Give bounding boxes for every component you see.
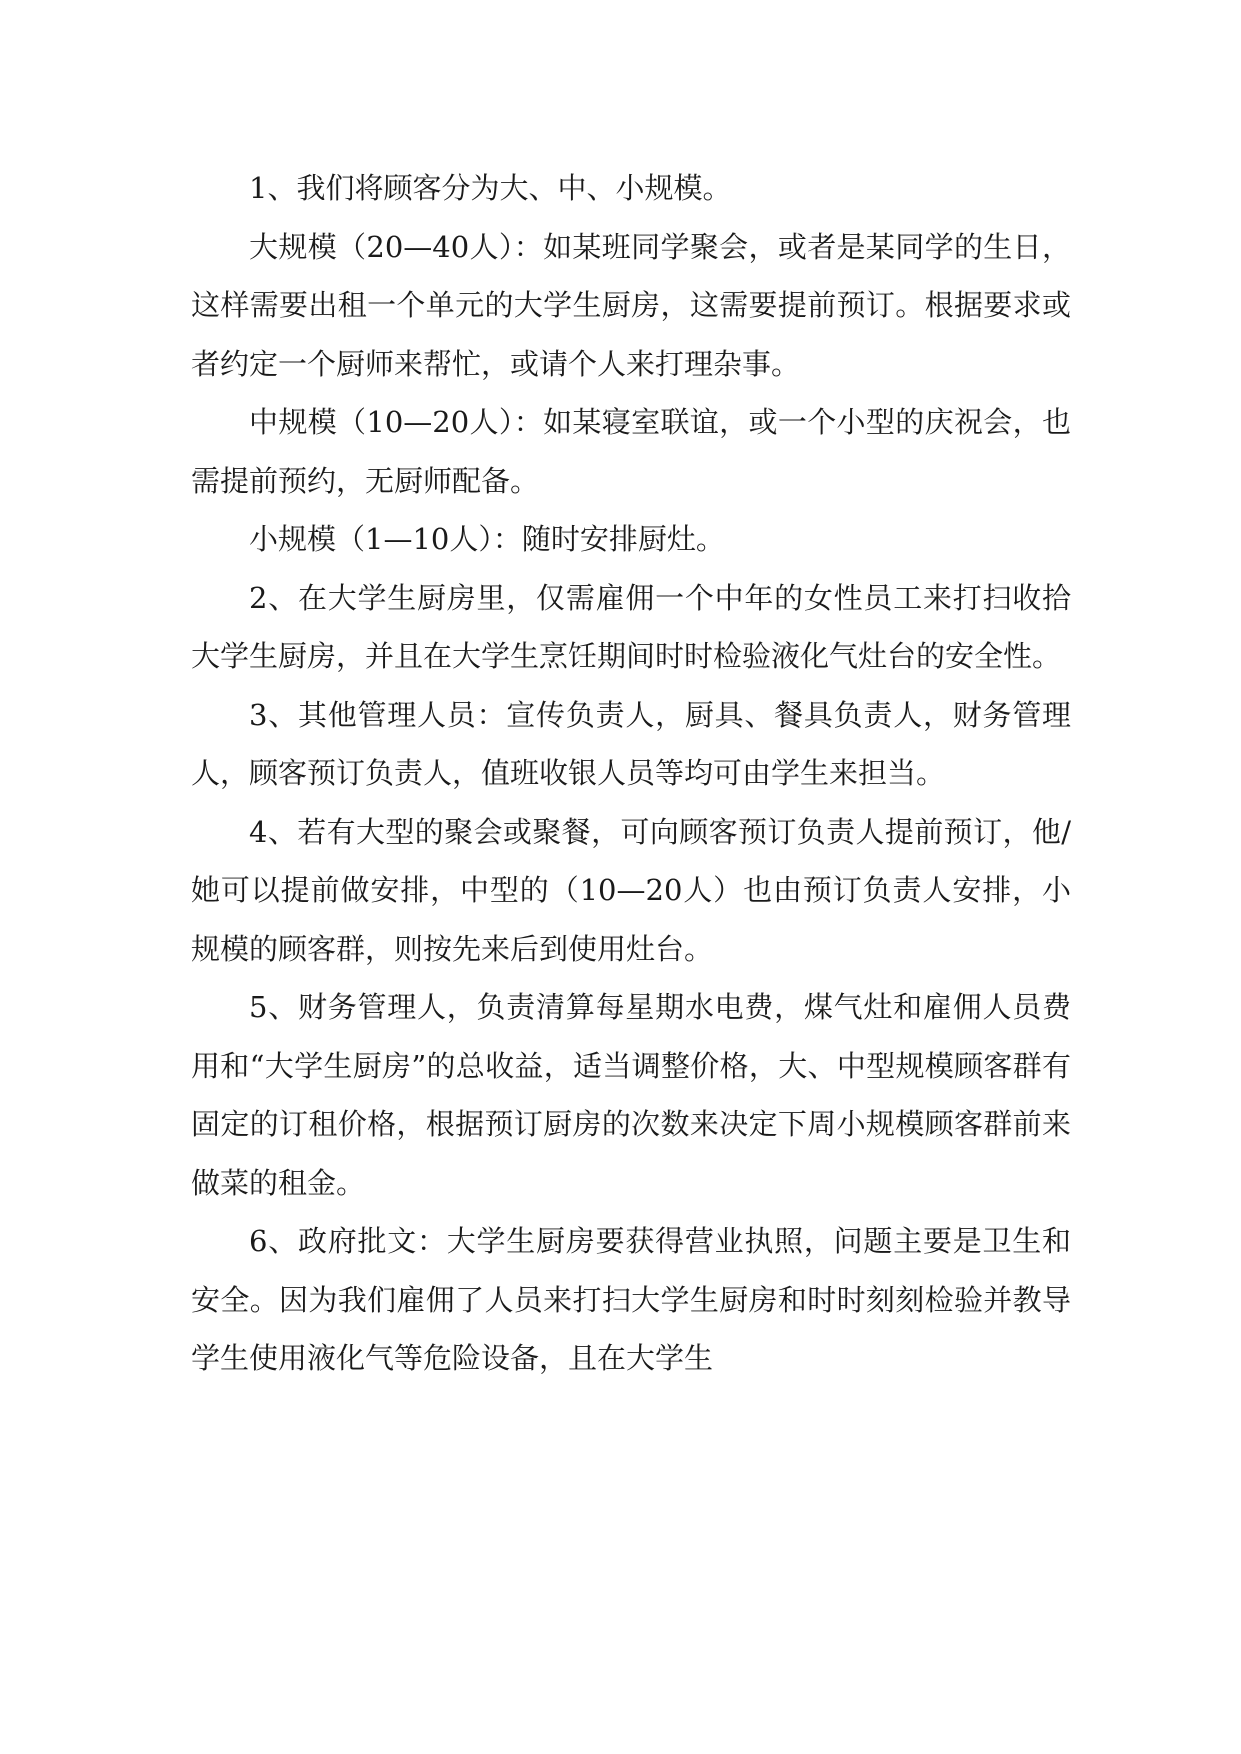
- paragraph-3: 中规模（10—20人）：如某寝室联谊，或一个小型的庆祝会，也需提前预约，无厨师配备。: [191, 405, 1071, 498]
- paragraph-1: 1、我们将顾客分为大、中、小规模。: [249, 171, 732, 205]
- paragraph-8: 5、财务管理人，负责清算每星期水电费，煤气灶和雇佣人员费用和“大学生厨房”的总收益，适当调整价格，大、中型规模顾客群有固定的订租价格，根据预订厨房的次数来决定下周小规模顾客群前来做菜的租金。: [191, 990, 1071, 1200]
- document-body: [191, 159, 1071, 1388]
- paragraph-9: 6、政府批文：大学生厨房要获得营业执照，问题主要是卫生和安全。因为我们雇佣了人员来打扫大学生厨房和时时刻刻检验并教导学生使用液化气等危险设备，且在大学生: [191, 1224, 1071, 1375]
- paragraph-2: 大规模（20—40人）：如某班同学聚会，或者是某同学的生日，这样需要出租一个单元的大学生厨房，这需要提前预订。根据要求或者约定一个厨师来帮忙，或请个人来打理杂事。: [191, 229, 1071, 381]
- paragraph-4: 小规模（1—10人）：随时安排厨灶。: [249, 522, 725, 556]
- paragraph-5: 2、在大学生厨房里，仅需雇佣一个中年的女性员工来打扫收拾大学生厨房，并且在大学生烹饪期间时时检验液化气灶台的安全性。: [191, 580, 1071, 673]
- paragraph-6: 3、其他管理人员：宣传负责人，厨具、餐具负责人，财务管理人，顾客预订负责人，值班收银人员等均可由学生来担当。: [191, 697, 1071, 790]
- paragraph-7: 4、若有大型的聚会或聚餐，可向顾客预订负责人提前预订，他/她可以提前做安排，中型的（10—20人）也由预订负责人安排，小规模的顾客群，则按先来后到使用灶台。: [191, 814, 1071, 966]
